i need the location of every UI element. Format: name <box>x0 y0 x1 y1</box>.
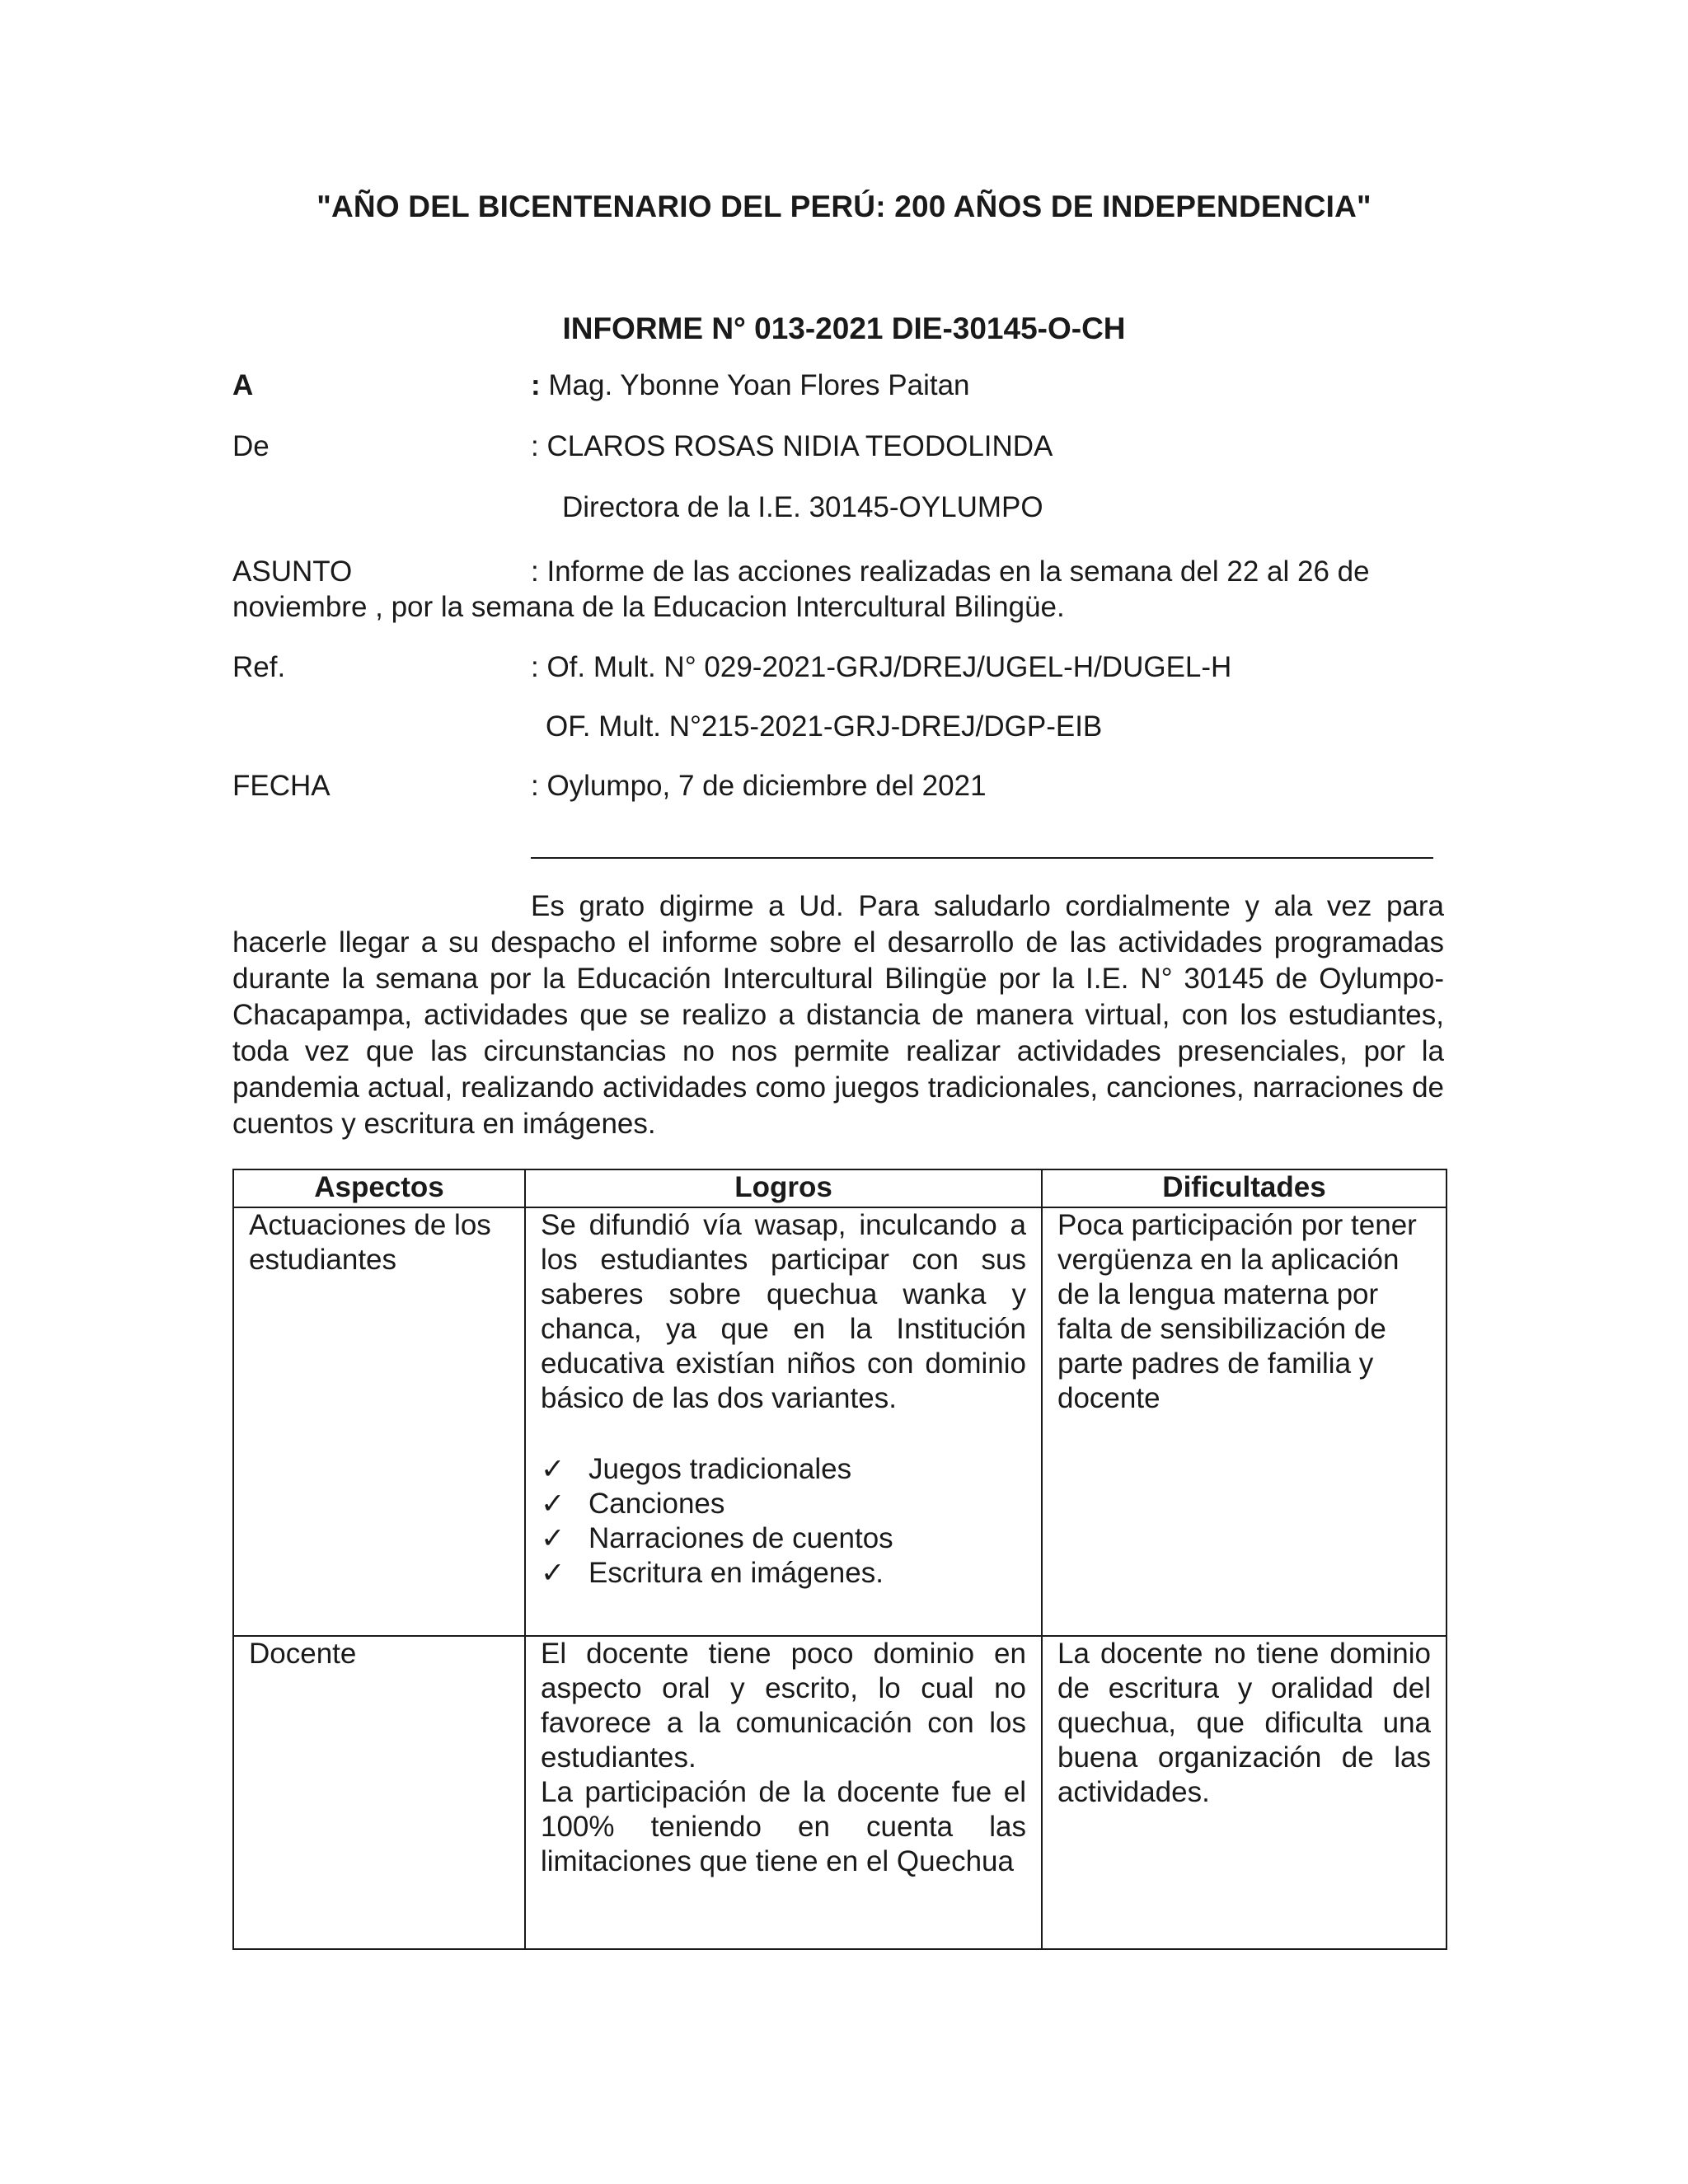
subject-block <box>232 554 1444 625</box>
logros-text: Se difundió vía wasap, inculcando a los estudiantes participar con sus saberes sobre quechua wanka y chanca, ya que en la Institución educativa existían niños con dominio básico de las dos variantes. <box>541 1209 1026 1414</box>
table-header-row <box>233 1169 1447 1207</box>
check-icon: ✓ <box>541 1488 565 1520</box>
logros-text-2: La participación de la docente fue el 100% teniendo en cuenta las limitaciones que tiene en el Quechua <box>541 1776 1026 1877</box>
aspecto-text: Docente <box>249 1638 357 1670</box>
list-item-label: Juegos tradicionales <box>588 1453 852 1485</box>
header-logros: Logros <box>525 1169 1042 1207</box>
sender-label: De <box>232 430 270 462</box>
cell-aspecto <box>233 1636 525 1949</box>
logros-text: El docente tiene poco dominio en aspecto oral y escrito, lo cual no favorece a la comunicación con los estudiantes. <box>541 1638 1026 1774</box>
list-item <box>541 1556 1026 1591</box>
check-icon: ✓ <box>541 1453 565 1485</box>
cell-aspecto <box>233 1207 525 1636</box>
reference-value-1: : Of. Mult. N° 029-2021-GRJ/DREJ/UGEL-H/DUGEL-H <box>531 651 1232 683</box>
year-motto: "AÑO DEL BICENTENARIO DEL PERÚ: 200 AÑOS DE INDEPENDENCIA" <box>316 190 1372 223</box>
list-item-label: Narraciones de cuentos <box>588 1522 893 1554</box>
cell-logros <box>525 1636 1042 1949</box>
separator-line <box>531 857 1433 859</box>
header-aspectos: Aspectos <box>233 1169 525 1207</box>
activity-checklist <box>541 1452 1026 1591</box>
recipient-colon: : <box>531 369 541 401</box>
subject-label: ASUNTO <box>232 555 353 588</box>
table-row <box>233 1207 1447 1636</box>
cell-logros <box>525 1207 1042 1636</box>
list-item <box>541 1521 1026 1556</box>
table-row <box>233 1636 1447 1949</box>
cell-dificultades <box>1042 1636 1447 1949</box>
cell-dificultades <box>1042 1207 1447 1636</box>
report-title: INFORME N° 013-2021 DIE-30145-O-CH <box>562 312 1126 345</box>
date-label: FECHA <box>232 770 331 802</box>
recipient-value <box>531 369 970 402</box>
check-icon: ✓ <box>541 1522 565 1554</box>
list-item <box>541 1487 1026 1521</box>
dificultades-text: Poca participación por tener vergüenza en la aplicación de la lengua materna por falta de sensibilización de parte padres de familia y docente <box>1057 1209 1417 1414</box>
recipient-label: A <box>232 369 254 401</box>
body-paragraph: Es grato digirme a Ud. Para saludarlo cordialmente y ala vez para hacerle llegar a su despacho el informe sobre el desarrollo de las actividades programadas durante la semana por la Educación Intercultural Bilingüe por la I.E. N° 30145 de Oylumpo-Chacapampa, actividades que se realizo a distancia de manera virtual, con los estudiantes, toda vez que las circunstancias no nos permite realizar actividades presenciales, por la pandemia actual, realizando actividades como juegos tradicionales, canciones, narraciones de cuentos y escritura en imágenes. <box>232 890 1444 1140</box>
header-dificultades: Dificultades <box>1042 1169 1447 1207</box>
list-item-label: Escritura en imágenes. <box>588 1557 884 1589</box>
check-icon: ✓ <box>541 1557 565 1589</box>
aspecto-text: Actuaciones de los estudiantes <box>249 1209 491 1276</box>
recipient-name: Mag. Ybonne Yoan Flores Paitan <box>540 369 970 401</box>
reference-value-2: OF. Mult. N°215-2021-GRJ-DREJ/DGP-EIB <box>546 710 1103 743</box>
activities-table <box>232 1169 1447 1950</box>
reference-label: Ref. <box>232 651 286 683</box>
sender-title: Directora de la I.E. 30145-OYLUMPO <box>562 491 1043 523</box>
subject-value: : Informe de las acciones realizadas en la semana del 22 al 26 de noviembre , por la semana de la Educacion Intercultural Bilingüe. <box>232 555 1370 623</box>
date-value: : Oylumpo, 7 de diciembre del 2021 <box>531 770 987 802</box>
list-item <box>541 1452 1026 1487</box>
sender-value: : CLAROS ROSAS NIDIA TEODOLINDA <box>531 430 1053 462</box>
dificultades-text: La docente no tiene dominio de escritura y oralidad del quechua, que dificulta una buena organización de las actividades. <box>1057 1638 1431 1808</box>
list-item-label: Canciones <box>588 1488 725 1520</box>
